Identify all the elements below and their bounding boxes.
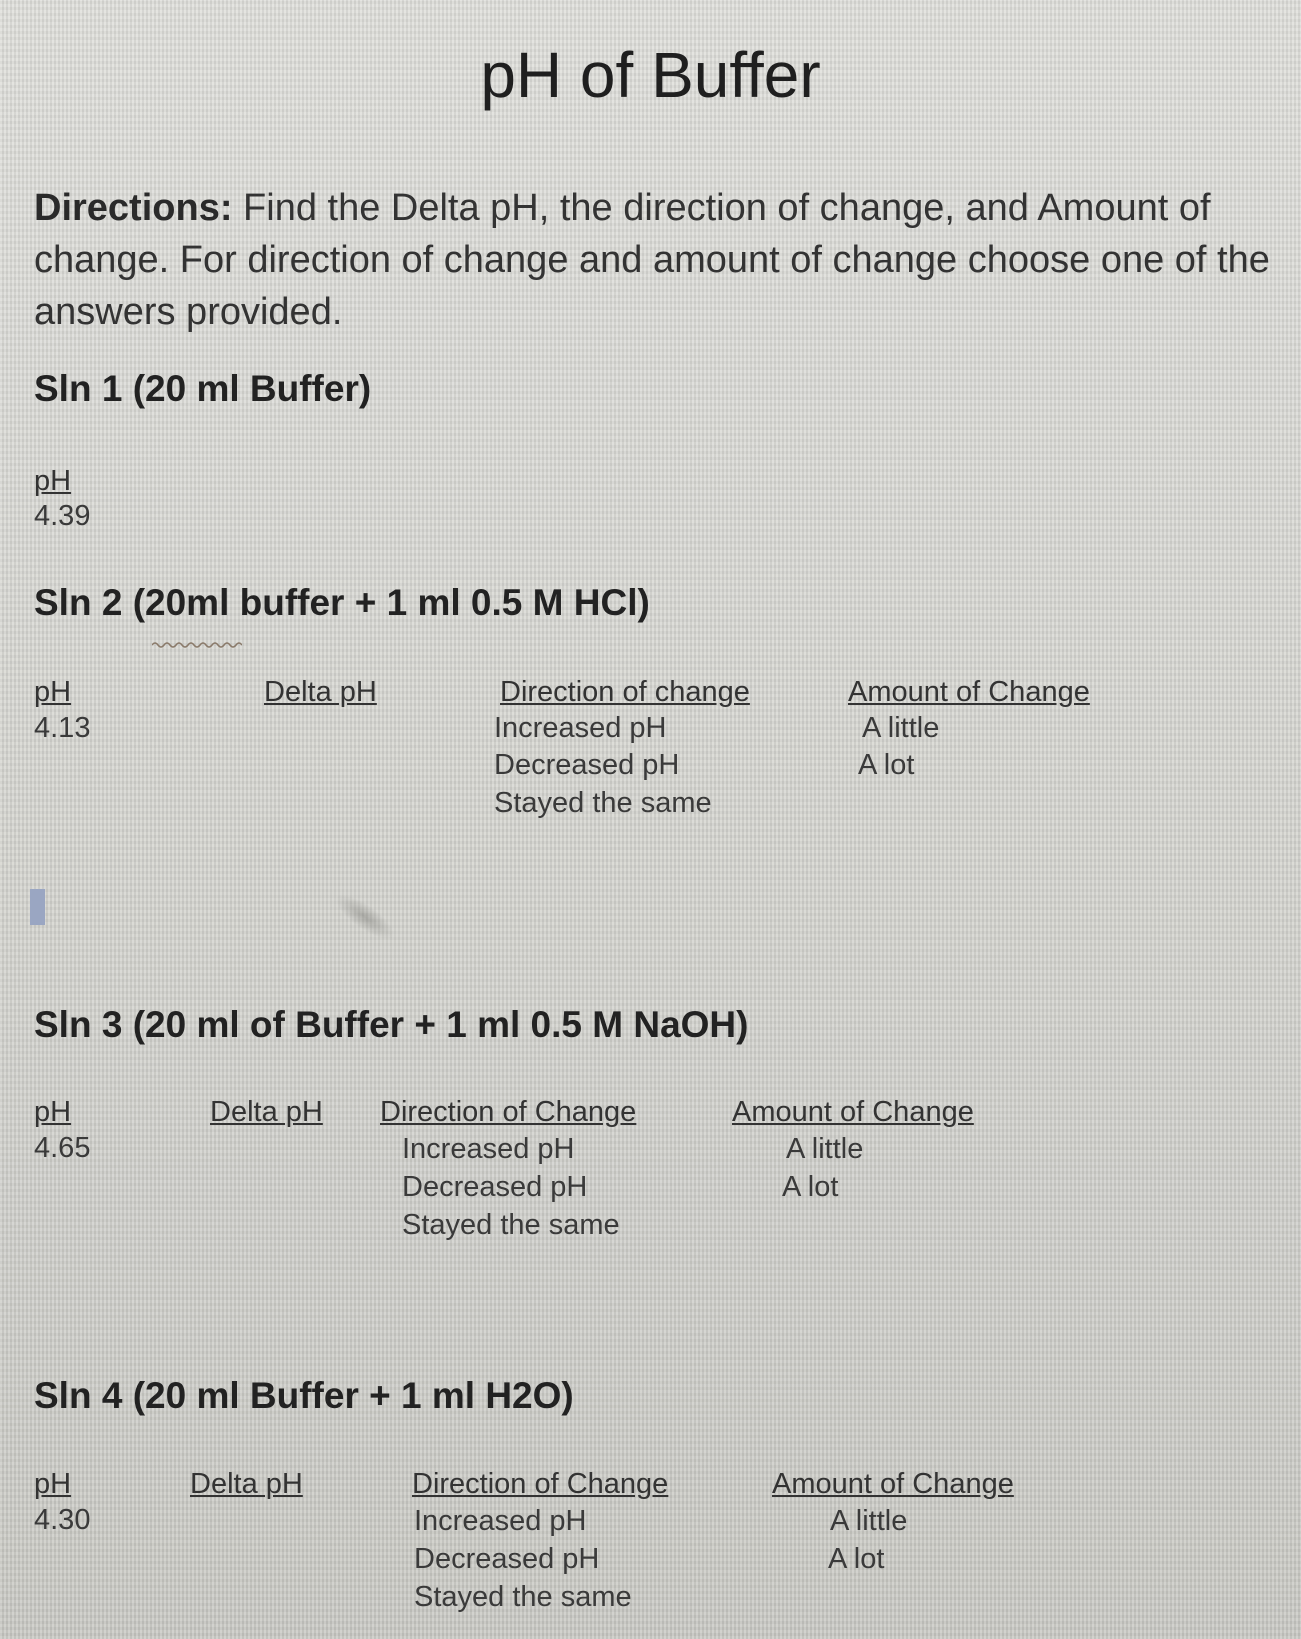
sln4-direction-option: Decreased pH	[414, 1543, 600, 1575]
sln2-direction-option: Stayed the same	[494, 787, 712, 819]
sln2-direction-option: Increased pH	[494, 712, 667, 744]
sln4-heading: Sln 4 (20 ml Buffer + 1 ml H2O)	[34, 1375, 574, 1416]
sln2-amount-option: A lot	[858, 749, 915, 781]
sln2-ph-label: pH	[34, 676, 72, 708]
sln3-ph-label: pH	[34, 1096, 72, 1128]
sln2-delta-label: Delta pH	[264, 676, 377, 708]
sln2-heading: Sln 2 (20ml buffer + 1 ml 0.5 M HCl)	[34, 582, 650, 623]
directions-text: Find the Delta pH, the direction of change, and Amount of change. For direction of change and amount of change choose one of the answers provided.	[34, 187, 1270, 333]
directions-label: Directions:	[34, 187, 233, 229]
page-title: pH of Buffer	[480, 39, 821, 111]
sln3-direction-option: Stayed the same	[402, 1209, 620, 1241]
sln3-amount-label: Amount of Change	[732, 1096, 974, 1128]
sln3-ph-value: 4.65	[34, 1132, 91, 1164]
sln4-ph-label: pH	[34, 1468, 72, 1500]
sln3-direction-option: Increased pH	[402, 1133, 575, 1165]
sln4-direction-option: Stayed the same	[414, 1581, 632, 1613]
sln1-ph-label: pH	[34, 465, 72, 497]
sln3-heading: Sln 3 (20 ml of Buffer + 1 ml 0.5 M NaOH)	[34, 1004, 749, 1045]
screen-smudge	[329, 887, 400, 947]
sln3-direction-option: Decreased pH	[402, 1171, 588, 1203]
sln4-amount-option: A lot	[828, 1543, 885, 1575]
sln3-delta-label: Delta pH	[210, 1096, 323, 1128]
sln4-amount-label: Amount of Change	[772, 1468, 1014, 1500]
sln3-amount-option: A lot	[782, 1171, 839, 1203]
sln1-heading: Sln 1 (20 ml Buffer)	[34, 368, 372, 409]
sln2-amount-option: A little	[862, 712, 940, 744]
sln4-direction-option: Increased pH	[414, 1505, 587, 1537]
sln2-direction-label: Direction of change	[500, 676, 750, 708]
sln3-direction-label: Direction of Change	[380, 1096, 637, 1128]
sln1-ph-value: 4.39	[34, 500, 91, 532]
sln2-ph-value: 4.13	[34, 712, 91, 744]
sln2-direction-option: Decreased pH	[494, 749, 680, 781]
directions-paragraph	[34, 182, 1274, 338]
sln2-amount-label: Amount of Change	[848, 676, 1090, 708]
sln4-ph-value: 4.30	[34, 1504, 91, 1536]
spellcheck-underline	[152, 640, 242, 648]
sln4-amount-option: A little	[830, 1505, 908, 1537]
cursor-marker	[30, 889, 45, 925]
sln4-direction-label: Direction of Change	[412, 1468, 669, 1500]
sln3-amount-option: A little	[786, 1133, 864, 1165]
sln4-delta-label: Delta pH	[190, 1468, 303, 1500]
